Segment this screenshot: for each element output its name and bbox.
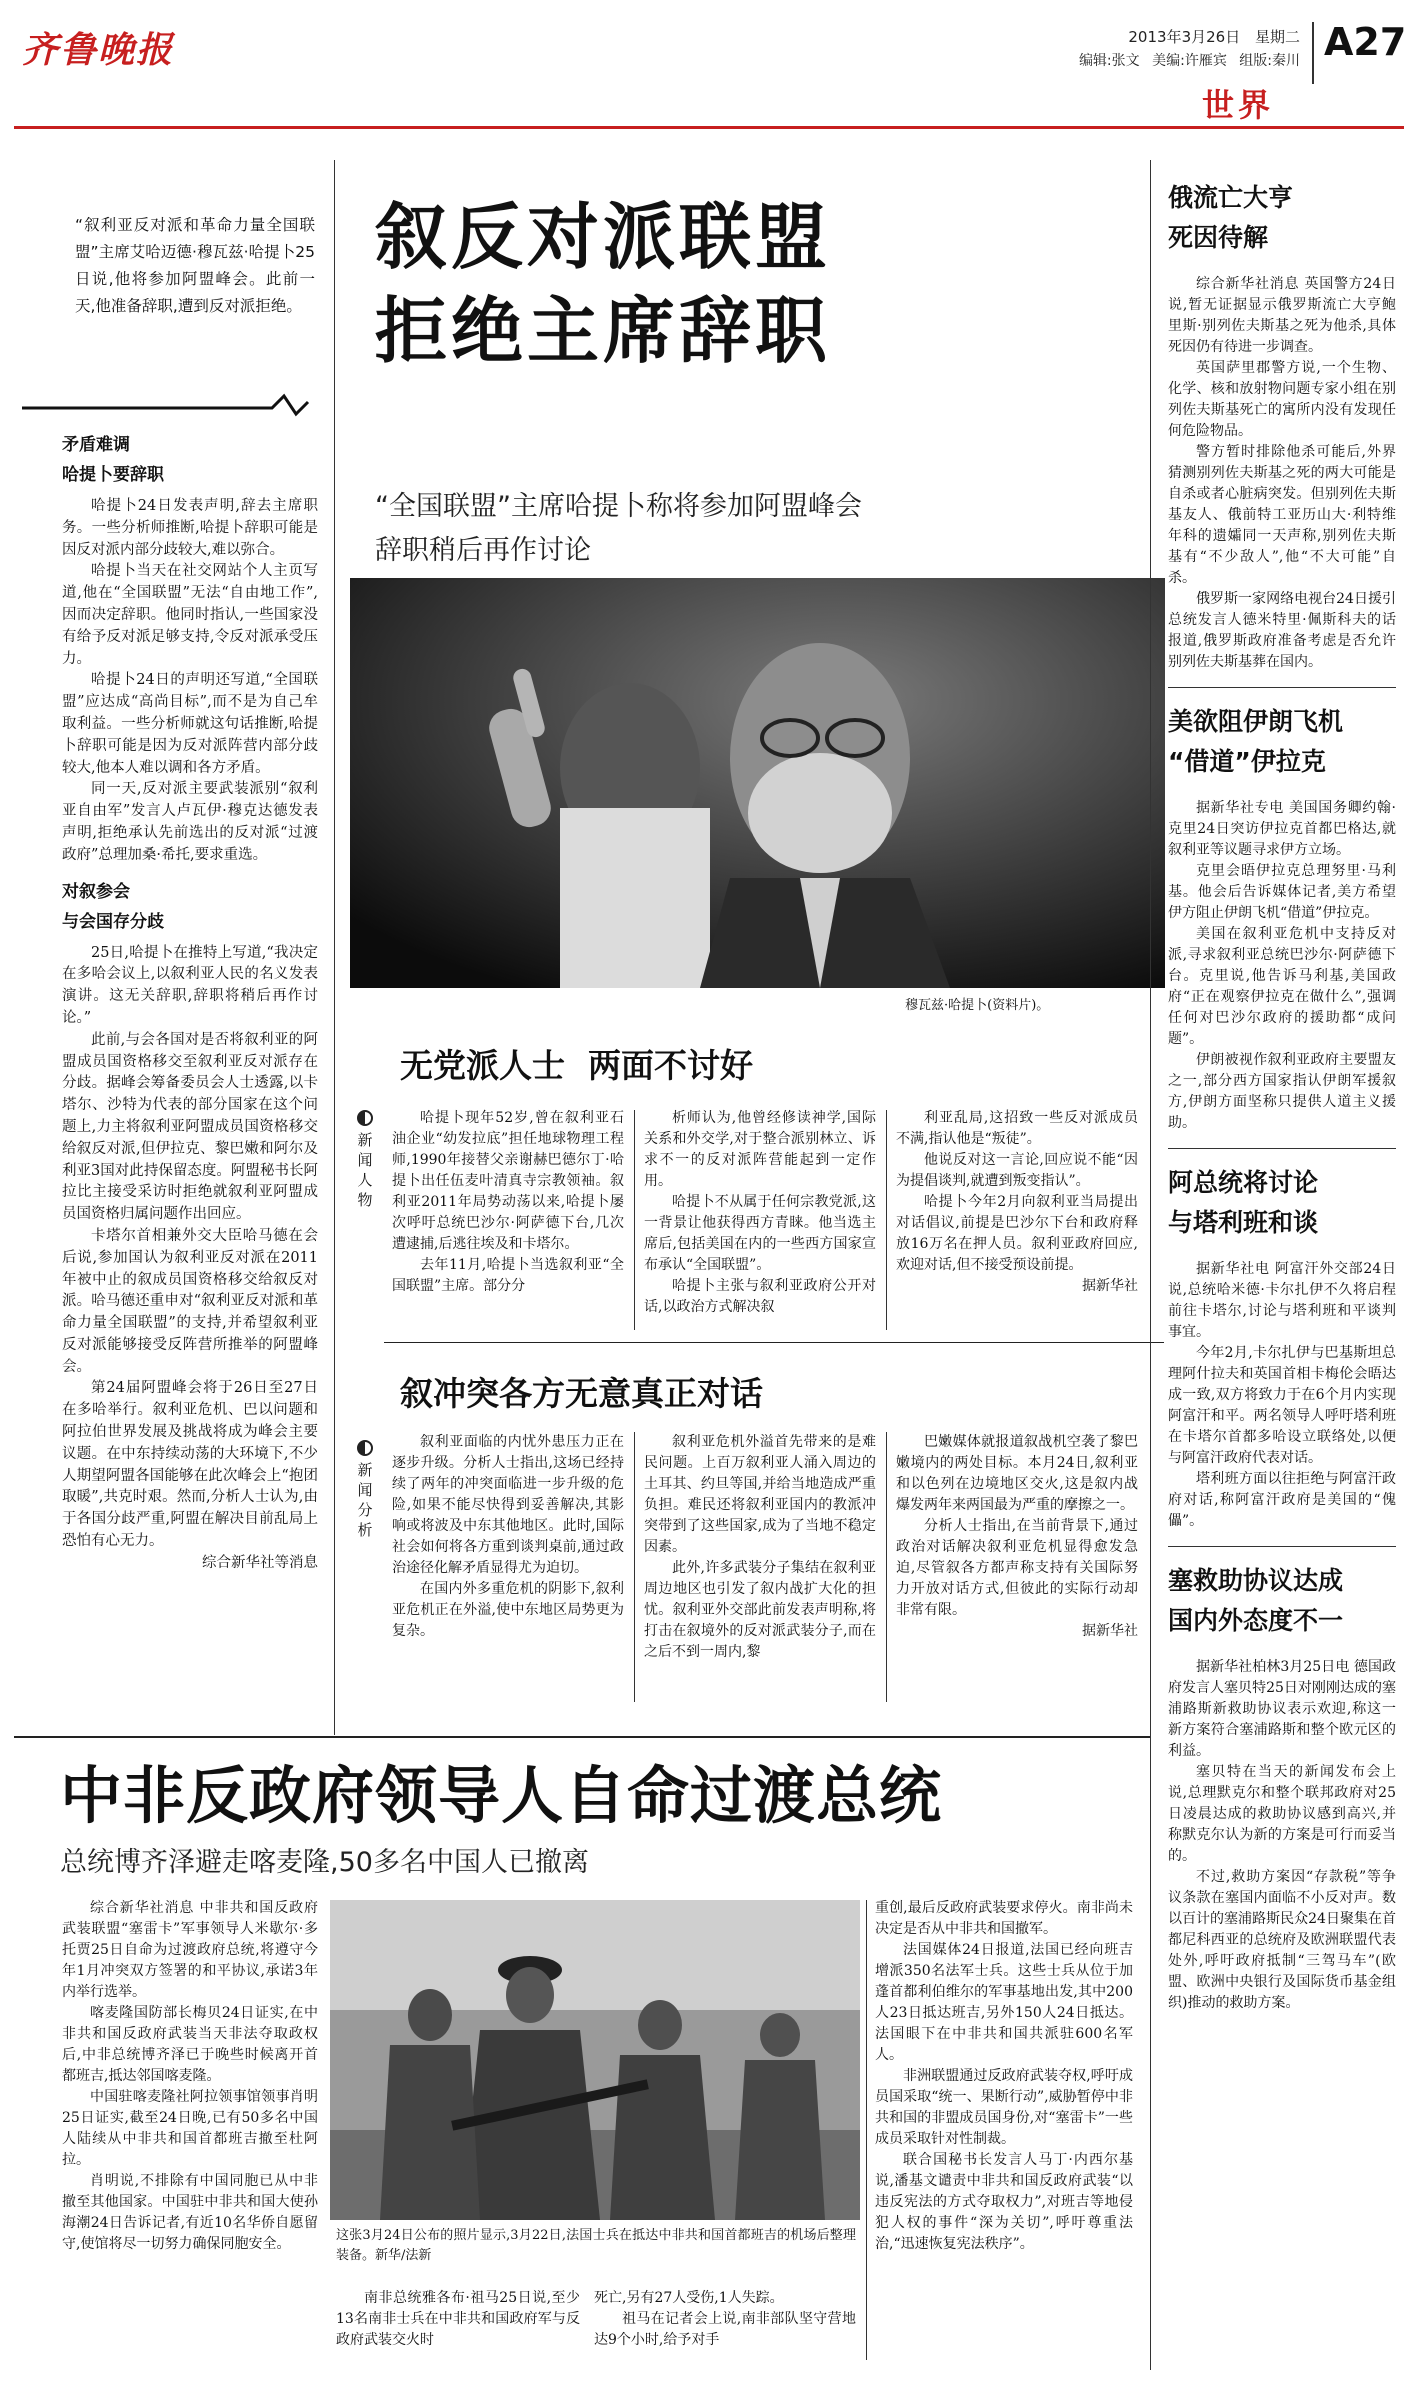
section-title-1b: 哈提卜要辞职 (62, 465, 164, 485)
paragraph: 哈提卜24日发表声明,辞去主席职务。一些分析师推断,哈提卜辞职可能是因反对派内部分歧较大,难以弥合。 (62, 498, 318, 558)
editor-credit: 编辑:张文 (1078, 53, 1140, 69)
analysis-col-2 (644, 1432, 876, 1663)
art-editor-credit: 美编:许雁宾 (1152, 53, 1227, 69)
analysis-label (356, 1440, 374, 1540)
paragraph: 哈提卜现年52岁,曾在叙利亚石油企业“幼发拉底”担任地球物理工程师,1990年接替父亲谢赫巴德尔丁·哈提卜出任伍麦叶清真寺宗教领袖。叙利亚2011年局势动荡以来,哈提卜屡次呼吁总统巴沙尔·阿萨德下台,几次遭逮捕,后逃往埃及和卡塔尔。 (392, 1110, 624, 1252)
paragraph: 卡塔尔首相兼外交大臣哈马德在会后说,参加国认为叙利亚反对派在2011年被中止的叙成员国资格移交给叙反对派。哈马德还重申对“叙利亚反对派和革命力量全国联盟”的支持,并希望叙利亚反对派能够接受反阵营所推举的阿盟峰会。 (62, 1227, 318, 1375)
paragraph: 此外,许多武装分子集结在叙利亚周边地区也引发了叙内战扩大化的担忧。叙利亚外交部此前发表声明称,将打击在叙境外的反对派武装分子,而在之后不到一周内,黎 (644, 1560, 876, 1660)
staff-credits (1010, 50, 1300, 70)
paragraph: 克里会晤伊拉克总理努里·马利基。他会后告诉媒体记者,美方希望伊方阻止伊朗飞机“借道”伊拉克。 (1168, 863, 1396, 921)
africa-subtitle: 总统博齐泽避走喀麦隆,50多名中国人已撤离 (60, 1847, 589, 1878)
paragraph: 英国萨里郡警方说,一个生物、化学、核和放射物问题专家小组在别列佐夫斯基死亡的寓所内没有发现任何危险物品。 (1168, 360, 1396, 439)
paragraph: 重创,最后反政府武装要求停火。南非尚未决定是否从中非共和国撤军。 (875, 1900, 1133, 1937)
issue-date: 2013年3月26日 (1128, 28, 1241, 46)
section-rule (384, 1342, 1164, 1343)
africa-photo (330, 1900, 860, 2220)
profile-col-2 (644, 1108, 876, 1318)
paragraph: 非洲联盟通过反政府武装夺权,呼吁成员国采取“统一、果断行动”,威胁暂停中非共和国的非盟成员国身份,对“塞雷卡”一些成员采取针对性制裁。 (875, 2068, 1133, 2147)
headline-line-1: 叙反对派联盟 (375, 195, 832, 279)
paragraph: 死亡,另有27人受伤,1人失踪。 (594, 2290, 784, 2306)
page-number: A27 (1324, 20, 1407, 64)
paragraph: 不过,救助方案因“存款税”等争议条款在塞国内面临不小反对声。数以百计的塞浦路斯民众24日聚集在首都尼科西亚的总统府及欧洲联盟代表处外,呼吁政府抵制“三驾马车”(欧盟、欧洲中央银行及国际货币基金组织)推动的救助方案。 (1168, 1869, 1396, 2011)
profile-label-text: 新闻人物 (357, 1131, 373, 1209)
sidebar-item-iran-flights (1168, 702, 1396, 1134)
sidebar-title-line: 塞救助协议达成 (1168, 1566, 1344, 1595)
paragraph: 法国媒体24日报道,法国已经向班吉增派350名法军士兵。这些士兵从位于加蓬首都利伯维尔的军事基地出发,其中200人23日抵达班吉,另外150人24日抵达。法国眼下在中非共和国共派驻600名军人。 (875, 1942, 1133, 2063)
paragraph: 警方暂时排除他杀可能后,外界猜测别列佐夫斯基之死的两大可能是自杀或者心脏病突发。但别列佐夫斯基友人、俄前特工亚历山大·利特维年科的遗孀同一天声称,别列佐夫斯基有“不少敌人”,他“不大可能”自杀。 (1168, 444, 1396, 586)
left-column (62, 430, 318, 1575)
paragraph: 去年11月,哈提卜当选叙利亚“全国联盟”主席。部分分 (392, 1257, 624, 1294)
africa-top-rule (14, 1736, 1150, 1738)
paragraph: 哈提卜主张与叙利亚政府公开对话,以政治方式解决叙 (644, 1278, 876, 1315)
africa-headline: 中非反政府领导人自命过渡总统 (60, 1759, 943, 1832)
sidebar-item-exile-tycoon (1168, 178, 1396, 673)
paragraph: 塞贝特在当天的新闻发布会上说,总理默克尔和整个联邦政府对25日凌晨达成的救助协议感到高兴,并称默克尔认为新的方案是可行而妥当的。 (1168, 1764, 1396, 1864)
issue-weekday: 星期二 (1254, 28, 1300, 46)
paragraph: 析师认为,他曾经修读神学,国际关系和外交学,对于整合派别林立、诉求不一的反对派阵营能起到一定作用。 (644, 1110, 876, 1189)
paragraph: 利亚乱局,这招致一些反对派成员不满,指认他是“叛徒”。 (896, 1110, 1138, 1147)
paragraph: 肖明说,不排除有中国同胞已从中非撤至其他国家。中国驻中非共和国大使孙海潮24日告诉记者,有近10名华侨自愿留守,使馆将尽一切努力确保同胞安全。 (62, 2173, 318, 2252)
subtitle-line-2: 辞职稍后再作讨论 (375, 535, 591, 566)
sidebar-rule (1168, 1546, 1396, 1547)
column-divider (866, 1900, 867, 2360)
paper-name-logo: 齐鲁晚报 (22, 29, 175, 71)
paragraph: 叙利亚危机外溢首先带来的是难民问题。上百万叙利亚人涌入周边的土耳其、约旦等国,并给当地造成严重负担。难民还将叙利亚国内的教派冲突带到了这些国家,成为了当地不稳定因素。 (644, 1434, 876, 1555)
analysis-title: 叙冲突各方无意真正对话 (400, 1374, 763, 1413)
paragraph: 哈提卜当天在社交网站个人主页写道,他在“全国联盟”无法“自由地工作”,因而决定辞职。他同时指认,一些国家没有给予反对派足够支持,令反对派承受压力。 (62, 563, 318, 667)
paragraph: 联合国秘书长发言人马丁·内西尔基说,潘基文谴责中非共和国反政府武装“以违反宪法的方式夺取权力”,对班吉等地侵犯人权的事件“深为关切”,呼吁尊重法治,“迅速恢复宪法秩序”。 (875, 2152, 1133, 2252)
byline: 综合新华社等消息 (202, 1554, 318, 1571)
sidebar-title-line: 美欲阻伊朗飞机 (1168, 707, 1344, 736)
paragraph: 25日,哈提卜在推特上写道,“我决定在多哈会议上,以叙利亚人民的名义发表演讲。这无关辞职,辞职将稍后再作讨论。” (62, 944, 318, 1026)
soldiers-illustration (330, 1900, 860, 2220)
sidebar-title (1168, 702, 1396, 782)
masthead (0, 0, 1417, 130)
paragraph: 中国驻喀麦隆社阿拉领事馆领事肖明25日证实,截至24日晚,已有50多名中国人陆续从中非共和国首都班吉撤至杜阿拉。 (62, 2089, 318, 2168)
sidebar-rule (1168, 687, 1396, 688)
column-divider (886, 1432, 887, 1702)
paragraph: 第24届阿盟峰会将于26日至27日在多哈举行。叙利亚危机、巴以问题和阿拉伯世界发展及挑战将成为峰会主要议题。在中东持续动荡的大环境下,不少人期望阿盟各国能够在此次峰会上“抱团取暖”,共克时艰。然而,分析人士认为,由于各国分歧严重,阿盟在解决目前乱局上恐怕有心无力。 (62, 1380, 318, 1550)
main-photo-caption: 穆瓦兹·哈提卜(资料片)。 (905, 998, 1050, 1013)
paragraph: 今年2月,卡尔扎伊与巴基斯坦总理阿什拉夫和英国首相卡梅伦会晤达成一致,双方将致力于在6个月内实现阿富汗和平。两名领导人呼吁塔利班在卡塔尔首都多哈设立联络处,以便与阿富汗政府代表对话。 (1168, 1345, 1396, 1466)
paragraph: 叙利亚面临的内忧外患压力正在逐步升级。分析人士指出,这场已经持续了两年的冲突面临进一步升级的危险,如果不能尽快得到妥善解决,其影响或将波及中东其他地区。此时,国际社会如何将各方重到谈判桌前,通过政治途径化解矛盾显得尤为迫切。 (392, 1434, 624, 1576)
byline: 据新华社 (1082, 1278, 1138, 1294)
paragraph: 巴嫩媒体就报道叙战机空袭了黎巴嫩境内的两处目标。本月24日,叙利亚和以色列在边境地区交火,这是叙内战爆发两年来两国最为严重的摩擦之一。 (896, 1434, 1138, 1513)
paragraph: 据新华社专电 美国国务卿约翰·克里24日突访伊拉克首都巴格达,就叙利亚等议题寻求伊方立场。 (1168, 800, 1396, 858)
sidebar-title-line: 国内外态度不一 (1168, 1606, 1344, 1635)
section-title-1a: 矛盾难调 (62, 435, 130, 455)
paragraph: 同一天,反对派主要武装派别“叙利亚自由军”发言人卢瓦伊·穆克达德发表声明,拒绝承认先前选出的反对派“过渡政府”总理加桑·希托,要求重选。 (62, 781, 318, 863)
masthead-info (1010, 26, 1300, 47)
africa-photo-caption: 这张3月24日公布的照片显示,3月22日,法国士兵在抵达中非共和国首都班吉的机场后整理装备。新华/法新 (336, 2228, 856, 2263)
paragraph: 综合新华社消息 英国警方24日说,暂无证据显示俄罗斯流亡大亨鲍里斯·别列佐夫斯基之死为他杀,具体死因仍有待进一步调查。 (1168, 276, 1396, 355)
column-divider (634, 1110, 635, 1330)
paragraph: 在国内外多重危机的阴影下,叙利亚危机正在外溢,使中东地区局势更为复杂。 (392, 1581, 624, 1639)
intro-zigzag-divider (22, 388, 312, 418)
circle-marker-icon (357, 1110, 373, 1126)
proofreader-credit: 组版:秦川 (1239, 53, 1300, 69)
paragraph: 他说反对这一言论,回应说不能“因为提倡谈判,就遭到叛变指认”。 (896, 1152, 1138, 1189)
paragraph: 哈提卜24日的声明还写道,“全国联盟”应达成“高尚目标”,而不是为自己牟取利益。一些分析师就这句话推断,哈提卜辞职可能是因为反对派阵营内部分歧较大,他本人难以调和各方矛盾。 (62, 672, 318, 776)
sidebar-item-afghan-talks (1168, 1163, 1396, 1532)
masthead-divider (1312, 22, 1314, 84)
column-divider (886, 1110, 887, 1330)
sidebar-rule (1168, 1148, 1396, 1149)
column-divider (334, 160, 335, 1735)
paragraph: 据新华社柏林3月25日电 德国政府发言人塞贝特25日对刚刚达成的塞浦路斯新救助协议表示欢迎,称这一新方案符合塞浦路斯和整个欧元区的利益。 (1168, 1659, 1396, 1759)
paragraph: 美国在叙利亚危机中支持反对派,寻求叙利亚总统巴沙尔·阿萨德下台。克里说,他告诉马利基,美国政府“正在观察伊拉克在做什么”,强调任何对巴沙尔政府的援助都“成问题”。 (1168, 926, 1396, 1047)
paragraph: 塔利班方面以往拒绝与阿富汗政府对话,称阿富汗政府是美国的“傀儡”。 (1168, 1471, 1396, 1529)
sidebar-divider (1150, 160, 1151, 2370)
section-name: 世界 (1202, 86, 1275, 124)
paragraph: 综合新华社消息 中非共和国反政府武装联盟“塞雷卡”军事领导人米歇尔·多托贾25日自命为过渡政府总统,将遵守今年1月冲突双方签署的和平协议,承诺3年内举行选举。 (62, 1900, 318, 2000)
section-title-2a: 对叙参会 (62, 881, 130, 902)
sidebar (1168, 178, 1396, 2014)
main-photo (350, 578, 1165, 988)
sidebar-title-line: “借道”伊拉克 (1168, 747, 1326, 776)
sidebar-item-cyprus-bailout (1168, 1561, 1396, 2014)
profile-col-3 (896, 1108, 1138, 1297)
sidebar-title (1168, 1561, 1396, 1641)
circle-marker-icon (357, 1440, 373, 1456)
analysis-label-text: 新闻分析 (357, 1461, 373, 1539)
paragraph: 伊朗被视作叙利亚政府主要盟友之一,部分西方国家指认伊朗军援叙方,伊朗方面坚称只提供人道主义援助。 (1168, 1052, 1396, 1131)
africa-col-2b (594, 2288, 856, 2351)
paragraph: 分析人士指出,在当前背景下,通过政治对话解决叙利亚危机显得愈发急迫,尽管叙各方都声称支持有关国际努力开放对话方式,但彼此的实际行动却非常有限。 (896, 1518, 1138, 1618)
paragraph: 南非总统雅各布·祖马25日说,至少13名南非士兵在中非共和国政府军与反政府武装交火时 (336, 2290, 580, 2348)
profile-label (356, 1110, 374, 1210)
portrait-illustration (350, 578, 1165, 988)
analysis-col-1 (392, 1432, 624, 1642)
masthead-rule (14, 126, 1404, 129)
sidebar-title (1168, 178, 1396, 258)
paragraph: 哈提卜不从属于任何宗教党派,这一背景让他获得西方青睐。他当选主席后,包括美国在内的一些西方国家宣布承认“全国联盟”。 (644, 1194, 876, 1273)
paragraph: 此前,与会各国对是否将叙利亚的阿盟成员国资格移交至叙利亚反对派存在分歧。据峰会筹备委员会人士透露,以卡塔尔、沙特为代表的部分国家在这个问题上,力主将叙利亚阿盟成员国资格移交给叙反对派,但伊拉克、黎巴嫩和阿尔及利亚3国对此持保留态度。阿盟秘书长阿拉比主接受采访时拒绝就叙利亚阿盟成员国资格归属问题作出回应。 (62, 1031, 318, 1223)
sidebar-title-line: 阿总统将讨论 (1168, 1168, 1319, 1197)
section-title-2b: 与会国存分歧 (62, 911, 164, 932)
paragraph: 俄罗斯一家网络电视台24日援引总统发言人德米特里·佩斯科夫的话报道,俄罗斯政府准备考虑是否允许别列佐夫斯基葬在国内。 (1168, 591, 1396, 670)
sidebar-title-line: 死因待解 (1168, 223, 1269, 252)
analysis-col-3 (896, 1432, 1138, 1642)
sidebar-title-line: 俄流亡大亨 (1168, 183, 1294, 212)
africa-col-3 (875, 1898, 1133, 2255)
main-headline (375, 190, 831, 378)
paragraph: 据新华社电 阿富汗外交部24日说,总统哈米德·卡尔扎伊不久将启程前往卡塔尔,讨论与塔利班和平谈判事宜。 (1168, 1261, 1396, 1340)
paragraph: 喀麦隆国防部长梅贝24日证实,在中非共和国反政府武装当天非法夺取政权后,中非总统博齐泽已于晚些时候离开首都班吉,抵达邻国喀麦隆。 (62, 2005, 318, 2084)
headline-line-2: 拒绝主席辞职 (375, 289, 832, 373)
paragraph: 哈提卜今年2月向叙利亚当局提出对话倡议,前提是巴沙尔下台和政府释放16万名在押人员。叙利亚政府回应,欢迎对话,但不接受预设前提。 (896, 1194, 1138, 1273)
profile-title: 无党派人士 两面不讨好 (400, 1046, 753, 1085)
profile-col-1 (392, 1108, 624, 1297)
africa-col-1 (62, 1898, 318, 2255)
intro-summary: “叙利亚反对派和革命力量全国联盟”主席艾哈迈德·穆瓦兹·哈提卜25日说,他将参加阿盟峰会。此前一天,他准备辞职,遭到反对派拒绝。 (75, 216, 315, 315)
africa-col-2a (336, 2288, 580, 2351)
headline-subtitle (375, 485, 862, 573)
column-divider (634, 1432, 635, 1702)
paragraph: 祖马在记者会上说,南非部队坚守营地达9个小时,给予对手 (594, 2311, 856, 2348)
byline: 据新华社 (1082, 1623, 1138, 1639)
sidebar-title-line: 与塔利班和谈 (1168, 1208, 1319, 1237)
sidebar-title (1168, 1163, 1396, 1243)
subtitle-line-1: “全国联盟”主席哈提卜称将参加阿盟峰会 (375, 491, 862, 522)
